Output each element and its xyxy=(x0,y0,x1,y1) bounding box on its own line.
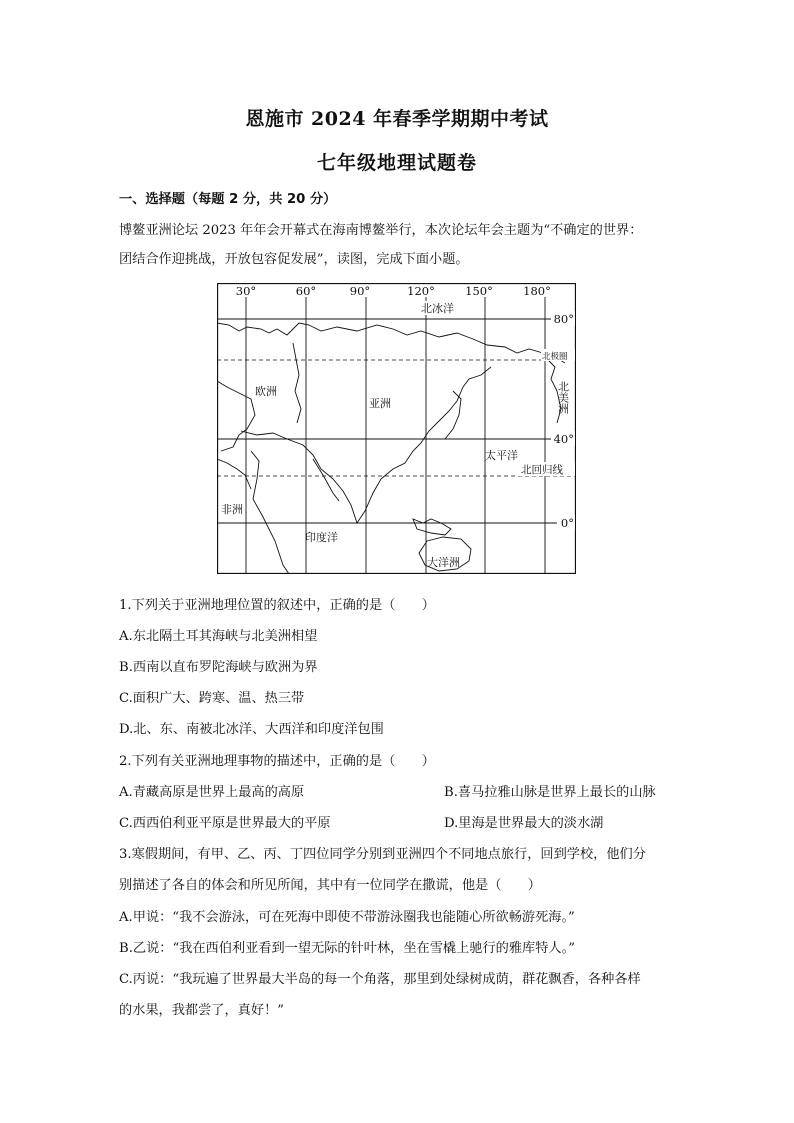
label-europe: 欧洲 xyxy=(255,385,277,398)
q1-option-d: D.北、东、南被北冰洋、大西洋和印度洋包围 xyxy=(119,722,384,737)
q1-option-a: A.东北隔土耳其海峡与北美洲相望 xyxy=(119,629,318,644)
q3-option-c-line-1: C.丙说：“我玩遍了世界最大半岛的每一个角落，那里到处绿树成荫，群花飘香，各种各样 xyxy=(119,972,641,987)
intro-line-2: 团结合作迎挑战，开放包容促发展”，读图，完成下面小题。 xyxy=(119,252,469,267)
lon-label: 90° xyxy=(349,284,371,298)
q2-option-b: B.喜马拉雅山脉是世界上最长的山脉 xyxy=(444,785,656,800)
lon-label: 60° xyxy=(295,284,317,298)
q3-option-a: A.甲说：“我不会游泳，可在死海中即使不带游泳圈我也能随心所欲畅游死海。” xyxy=(119,910,575,925)
q2-option-d: D.里海是世界最大的淡水湖 xyxy=(444,816,604,831)
q3-option-c-line-2: 的水果，我都尝了，真好！” xyxy=(119,1003,284,1018)
lon-label: 30° xyxy=(235,284,257,298)
q3-stem-line-2: 别描述了各自的体会和所见所闻，其中有一位同学在撒谎，他是（ ） xyxy=(119,878,541,893)
label-indian-ocean: 印度洋 xyxy=(305,531,338,544)
lon-label: 180° xyxy=(523,284,551,298)
label-north-america: 北美洲 xyxy=(556,381,570,414)
label-africa: 非洲 xyxy=(221,503,243,516)
lat-label: 0° xyxy=(560,516,574,530)
lon-label: 150° xyxy=(465,284,493,298)
q2-option-c: C.西西伯利亚平原是世界最大的平原 xyxy=(119,816,331,831)
exam-title: 恩施市 2024 年春季学期期中考试 xyxy=(245,108,549,130)
label-tropic-of-cancer: 北回归线 xyxy=(521,464,563,476)
q2-option-a: A.青藏高原是世界上最高的高原 xyxy=(119,785,305,800)
q3-option-b: B.乙说：“我在西伯利亚看到一望无际的针叶林，坐在雪橇上驰行的雅库特人。” xyxy=(119,941,575,956)
label-arctic-ocean: 北冰洋 xyxy=(421,302,454,315)
q1-stem: 1.下列关于亚洲地理位置的叙述中，正确的是（ ） xyxy=(119,598,435,613)
q1-option-b: B.西南以直布罗陀海峡与欧洲为界 xyxy=(119,660,318,675)
label-arctic-circle: 北极圈 xyxy=(542,352,568,362)
asia-location-map xyxy=(217,283,576,574)
exam-subtitle: 七年级地理试题卷 xyxy=(316,152,477,174)
lon-label: 120° xyxy=(407,284,435,298)
label-pacific: 太平洋 xyxy=(485,449,518,462)
lat-label: 80° xyxy=(553,312,574,326)
label-asia: 亚洲 xyxy=(369,397,391,410)
label-oceania: 大洋洲 xyxy=(427,556,460,569)
q1-option-c: C.面积广大、跨寒、温、热三带 xyxy=(119,691,305,706)
q2-stem: 2.下列有关亚洲地理事物的描述中，正确的是（ ） xyxy=(119,754,435,769)
q3-stem-line-1: 3.寒假期间，有甲、乙、丙、丁四位同学分别到亚洲四个不同地点旅行，回到学校，他们分 xyxy=(119,847,646,862)
lat-label: 40° xyxy=(553,432,574,446)
intro-line-1: 博鳌亚洲论坛 2023 年年会开幕式在海南博鳌举行，本次论坛年会主题为“不确定的世界： xyxy=(119,223,643,238)
section-heading: 一、选择题（每题 2 分，共 20 分） xyxy=(119,192,337,207)
